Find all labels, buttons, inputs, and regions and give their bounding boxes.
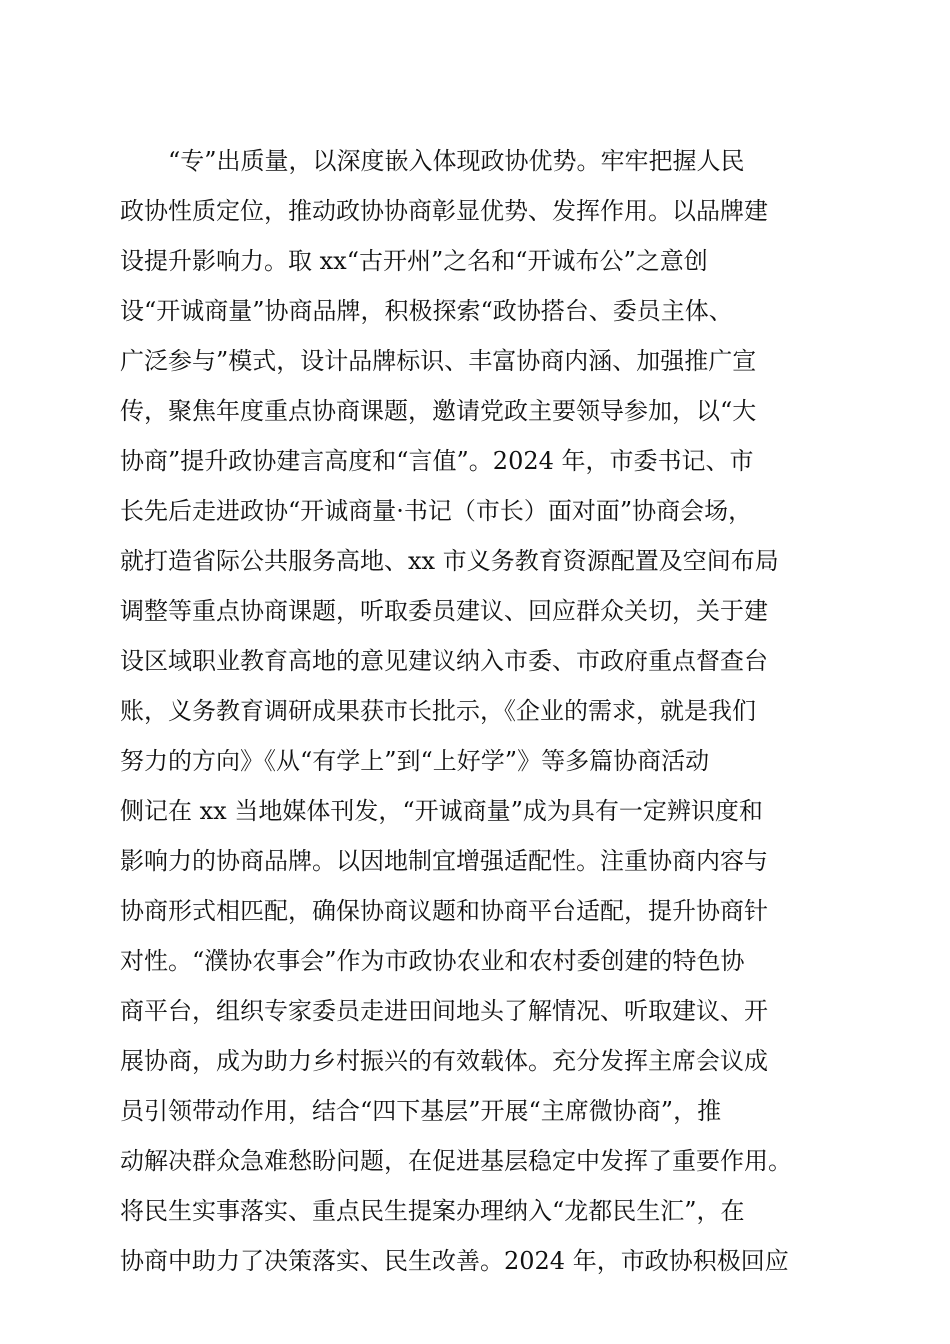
text-line-20: 员引领带动作用，结合“四下基层”开展“主席微协商”，推	[120, 1097, 722, 1125]
text-line-23: 协商中助力了决策落实、民生改善。2024 年，市政协积极回应	[120, 1247, 789, 1275]
text-line-21: 动解决群众急难愁盼问题，在促进基层稳定中发挥了重要作用。	[120, 1147, 792, 1175]
text-line-15: 影响力的协商品牌。以因地制宜增强适配性。注重协商内容与	[120, 847, 768, 875]
text-line-1: “专”出质量，以深度嵌入体现政协优势。牢牢把握人民	[168, 147, 745, 175]
text-line-3: 设提升影响力。取 xx“古开州”之名和“开诚布公”之意创	[120, 247, 708, 275]
text-line-16: 协商形式相匹配，确保协商议题和协商平台适配，提升协商针	[120, 897, 768, 925]
text-line-2: 政协性质定位，推动政协协商彰显优势、发挥作用。以品牌建	[120, 197, 768, 225]
text-line-13: 努力的方向》《从“有学上”到“上好学”》等多篇协商活动	[120, 747, 710, 775]
text-line-6: 传，聚焦年度重点协商课题，邀请党政主要领导参加，以“大	[120, 397, 757, 425]
text-line-8: 长先后走进政协“开诚商量·书记（市长）面对面”协商会场，	[120, 497, 753, 525]
text-line-18: 商平台，组织专家委员走进田间地头了解情况、听取建议、开	[120, 997, 768, 1025]
text-line-14: 侧记在 xx 当地媒体刊发，“开诚商量”成为具有一定辨识度和	[120, 797, 763, 825]
text-line-11: 设区域职业教育高地的意见建议纳入市委、市政府重点督查台	[120, 647, 768, 675]
text-line-22: 将民生实事落实、重点民生提案办理纳入“龙都民生汇”，在	[120, 1197, 745, 1225]
text-line-12: 账，义务教育调研成果获市长批示，《企业的需求，就是我们	[120, 697, 756, 725]
body-paragraph	[120, 136, 840, 1286]
text-line-9: 就打造省际公共服务高地、xx 市义务教育资源配置及空间布局	[120, 547, 779, 575]
text-line-7: 协商”提升政协建言高度和“言值”。2024 年，市委书记、市	[120, 447, 754, 475]
text-line-17: 对性。“濮协农事会”作为市政协农业和农村委创建的特色协	[120, 947, 745, 975]
text-line-5: 广泛参与”模式，设计品牌标识、丰富协商内涵、加强推广宣	[120, 347, 757, 375]
text-line-19: 展协商，成为助力乡村振兴的有效载体。充分发挥主席会议成	[120, 1047, 768, 1075]
text-line-4: 设“开诚商量”协商品牌，积极探索“政协搭台、委员主体、	[120, 297, 733, 325]
text-line-10: 调整等重点协商课题，听取委员建议、回应群众关切，关于建	[120, 597, 768, 625]
